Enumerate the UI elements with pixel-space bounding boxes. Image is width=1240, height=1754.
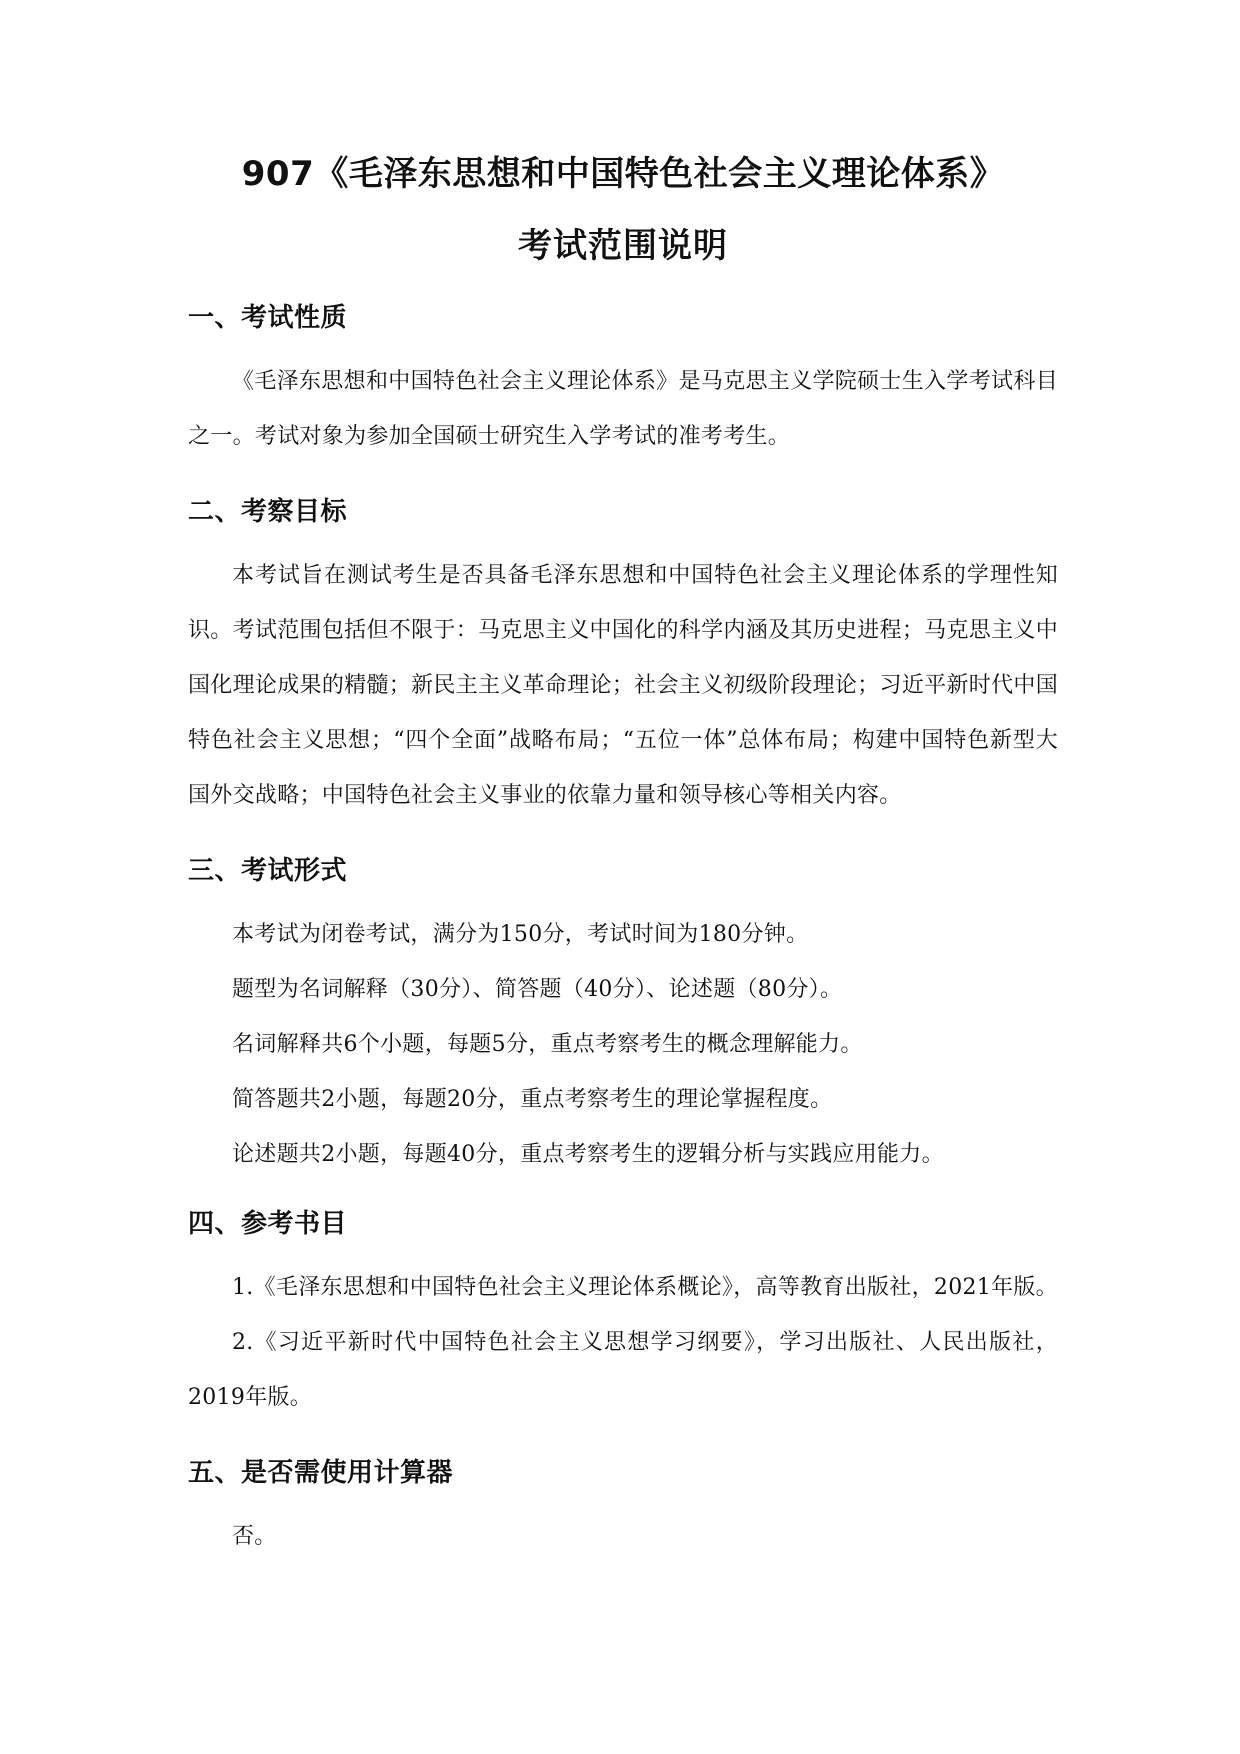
section-reference-books bbox=[188, 1204, 1058, 1425]
section-heading: 四、参考书目 bbox=[188, 1209, 348, 1239]
format-line: 论述题共2小题，每题40分，重点考察考生的逻辑分析与实践应用能力。 bbox=[232, 1142, 944, 1167]
format-line: 简答题共2小题，每题20分，重点考察考生的理论掌握程度。 bbox=[232, 1087, 833, 1112]
section-heading: 三、考试形式 bbox=[188, 856, 348, 886]
reference-item: 1.《毛泽东思想和中国特色社会主义理论体系概论》，高等教育出版社，2021年版。 bbox=[232, 1275, 1058, 1300]
format-line: 名词解释共6个小题，每题5分，重点考察考生的概念理解能力。 bbox=[232, 1032, 863, 1057]
section-exam-format bbox=[188, 851, 1058, 1182]
reference-item: 2.《习近平新时代中国特色社会主义思想学习纲要》，学习出版社、人民出版社，2019年版。 bbox=[188, 1330, 1058, 1410]
document-title: 907《毛泽东思想和中国特色社会主义理论体系》 bbox=[241, 154, 1005, 194]
section-paragraph: 本考试旨在测试考生是否具备毛泽东思想和中国特色社会主义理论体系的学理性知识。考试范围包括但不限于：马克思主义中国化的科学内涵及其历史进程；马克思主义中国化理论成果的精髓；新民主主义革命理论；社会主义初级阶段理论；习近平新时代中国特色社会主义思想；“四个全面”战略布局；“五位一体”总体布局；构建中国特色新型大国外交战略；中国特色社会主义事业的依靠力量和领导核心等相关内容。 bbox=[188, 563, 1058, 808]
format-line: 本考试为闭卷考试，满分为150分，考试时间为180分钟。 bbox=[232, 922, 809, 947]
section-heading: 二、考察目标 bbox=[188, 497, 348, 527]
section-exam-objectives bbox=[188, 492, 1058, 823]
section-exam-nature bbox=[188, 298, 1058, 464]
document-body bbox=[188, 138, 1058, 1564]
section-paragraph: 否。 bbox=[232, 1524, 277, 1549]
format-line: 题型为名词解释（30分）、简答题（40分）、论述题（80分）。 bbox=[232, 977, 843, 1002]
section-heading: 五、是否需使用计算器 bbox=[188, 1458, 454, 1488]
section-paragraph: 《毛泽东思想和中国特色社会主义理论体系》是马克思主义学院硕士生入学考试科目之一。考试对象为参加全国硕士研究生入学考试的准考考生。 bbox=[188, 369, 1058, 449]
document-subtitle: 考试范围说明 bbox=[518, 226, 728, 266]
section-heading: 一、考试性质 bbox=[188, 303, 348, 333]
section-calculator bbox=[188, 1453, 1058, 1564]
